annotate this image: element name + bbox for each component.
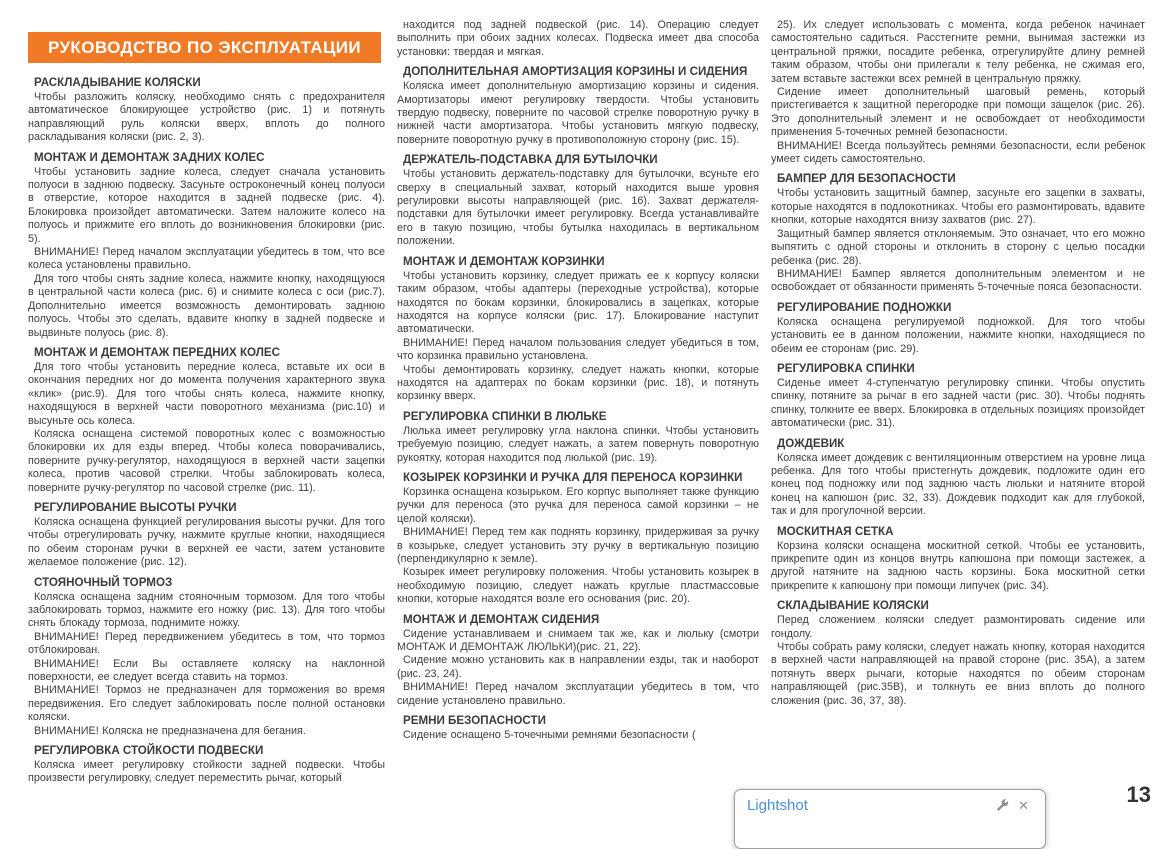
paragraph: Коляска оснащена функцией регулирования высоты ручки. Для того чтобы отрегулировать ручку, нажмите круглые кнопки, находящиеся по обеим сторонам ручки в верхней ее части, затем установите желаемое положение (рис. 12). (28, 515, 385, 569)
section-heading: МОНТАЖ И ДЕМОНТАЖ ПЕРЕДНИХ КОЛЕС (34, 345, 280, 359)
paragraph: Коляска оснащена задним стояночным тормозом. Для того чтобы заблокировать тормоз, нажмите его ножку (рис. 13). Для того чтобы снять блокаду тормоза, поднимите ножку. (28, 590, 385, 630)
paragraph: ВНИМАНИЕ! Перед тем как поднять корзинку, придерживая за ручку в козырьке, следует установить эту ручку в вертикальную позицию (перпендикулярно к земле). (397, 526, 759, 565)
paragraph: ВНИМАНИЕ! Перед началом пользования следует убедиться в том, что корзинка правильно установлена. (397, 336, 759, 363)
section-heading: РЕГУЛИРОВКА СПИНКИ В ЛЮЛЬКЕ (403, 409, 607, 423)
paragraph: Чтобы собрать раму коляски, следует нажать кнопку, которая находится в верхней части направляющей на правой стороне (рис. 35А), а затем потянуть вверх рычаги, которые находятся по обеим сторонам направляющей (рис.35В), и толкнуть ее вниз вплоть до полного сложения (рис. 36, 37, 38). (771, 641, 1145, 707)
paragraph: Чтобы установить защитный бампер, засуньте его зацепки в захваты, которые находятся в подлокотниках. Чтобы его размонтировать, вдавите кнопки, которые находятся внизу захватов (рис. 27). (771, 187, 1145, 227)
section-heading: МОНТАЖ И ДЕМОНТАЖ СИДЕНИЯ (403, 612, 600, 626)
section-heading: БАМПЕР ДЛЯ БЕЗОПАСНОСТИ (777, 172, 956, 186)
paragraph: Чтобы установить держатель-подставку для бутылочки, всуньте его сверху в специальный захват, который находится выше уровня регулировки высоты направляющей (рис. 16). Захват держателя-подставки для бутылочки имеет регулировку. Всегда устанавливайте его в такую позицию, чтобы бутылка находилась в вертикальном положении. (397, 168, 759, 248)
section-heading: СТОЯНОЧНЫЙ ТОРМОЗ (34, 575, 173, 589)
paragraph: Перед сложением коляски следует размонтировать сидение или гондолу. (771, 614, 1145, 640)
column-3 (771, 19, 1145, 708)
section-heading: ДОПОЛНИТЕЛЬНАЯ АМОРТИЗАЦИЯ КОРЗИНЫ И СИДЕНИЯ (403, 65, 748, 79)
section-heading: РАСКЛАДЫВАНИЕ КОЛЯСКИ (34, 76, 201, 89)
manual-title: РУКОВОДСТВО ПО ЭКСПЛУАТАЦИИ (47, 37, 362, 57)
paragraph: Сидение устанавливаем и снимаем так же, как и люльку (смотри МОНТАЖ И ДЕМОНТАЖ ЛЮЛЬКИ)(рис. 21, 22). (397, 627, 759, 654)
paragraph: находится под задней подвеской (рис. 14). Операцию следует выполнить при обоих задних колесах. Подвеска имеет два способа установки: твердая и мягкая. (397, 19, 759, 58)
section-heading: МОНТАЖ И ДЕМОНТАЖ ЗАДНИХ КОЛЕС (34, 150, 265, 164)
section-heading: СКЛАДЫВАНИЕ КОЛЯСКИ (777, 599, 929, 613)
paragraph: Чтобы установить корзинку, следует прижать ее к корпусу коляски таким образом, чтобы адаптеры (переходные устройства), которые находятся по бокам корзинки, блокировались в зацепках, которые находятся на корпусе коляски (рис. 17). Блокирование наступит автоматически. (397, 269, 759, 336)
paragraph: Корзинка оснащена козырьком. Его корпус выполняет также функцию ручки для переноса (это ручка для переноса самой корзинки – не целой коляски). (397, 485, 759, 525)
section-heading: РЕГУЛИРОВКА СТОЙКОСТИ ПОДВЕСКИ (34, 744, 264, 758)
paragraph: Чтобы демонтировать корзинку, следует нажать кнопки, которые находятся на адаптерах по бокам корзинки (рис. 18), и потянуть корзинку вверх. (397, 363, 759, 403)
paragraph: Люлька имеет регулировку угла наклона спинки. Чтобы установить требуемую позицию, следует нажать, а затем повернуть поворотную рукоятку, которая находится под люлькой (рис. 19). (397, 424, 759, 464)
section-heading: МОСКИТНАЯ СЕТКА (777, 524, 894, 538)
paragraph: ВНИМАНИЕ! Перед началом эксплуатации убедитесь в том, что все колеса установлены правильно. (28, 246, 385, 272)
paragraph: Сиденье имеет 4-ступенчатую регулировку спинки. Чтобы опустить спинку, потяните за рычаг в его задней части (рис. 30). Чтобы поднять спинку, толкните ее вверх. Блокировка в отдельных позициях произойдет автоматически (рис. 31). (771, 376, 1145, 430)
paragraph: Для того чтобы установить передние колеса, вставьте их оси в окончания передних ног до момента получения характерного звука «клик» (рис.9). Для того чтобы снять колеса, нажмите кнопку, находящуюся в верхней части поворотного механизма (рис.10) и высуньте ось колеса. (28, 360, 385, 427)
paragraph: ВНИМАНИЕ! Тормоз не предназначен для торможения во время передвижения. Его следует заблокировать после полной остановки коляски. (28, 684, 385, 724)
paragraph: Чтобы установить задние колеса, следует сначала установить полуоси в заднюю подвеску. Засуньте остроконечный конец полуоси в отверстие, которое находится в задней подвеске (рис. 4). Блокировка произойдет автоматически. Затем наложите колесо на полуось и прижмите его вплоть до возникновения блокировки (рис. 5). (28, 165, 385, 245)
paragraph: Сидение оснащено 5-точечными ремнями безопасности ( (403, 729, 696, 742)
paragraph: Защитный бампер является отклоняемым. Это означает, что его можно выпятить с одной стороны и отклонить в сторону с целью посадки ребенка (рис. 28). (771, 227, 1145, 267)
paragraph: ВНИМАНИЕ! Если Вы оставляете коляску на наклонной поверхности, ее следует всегда ставить на тормоз. (28, 657, 385, 684)
paragraph: Козырек имеет регулировку положения. Чтобы установить козырек в необходимую позицию, следует нажать круглые пластмассовые кнопки, которые находятся возле его основания (рис. 20). (397, 566, 759, 606)
close-icon[interactable]: ✕ (1018, 798, 1029, 813)
paragraph: ВНИМАНИЕ! Коляска не предназначена для бегания. (34, 724, 306, 737)
section-heading: РЕГУЛИРОВКА СПИНКИ (777, 361, 915, 375)
paragraph: Коляска имеет дождевик с вентиляционным отверстием на уровне лица ребенка. Для того чтобы пристегнуть дождевик, подложите один его конец под подножку или под заднюю часть люльки и натяните второй конец на капюшон (рис. 32, 33). Дождевик подходит как для глубокой, так и для прогулочной версии. (771, 451, 1145, 518)
column-2 (397, 19, 759, 742)
section-heading: ДЕРЖАТЕЛЬ-ПОДСТАВКА ДЛЯ БУТЫЛОЧКИ (403, 153, 658, 167)
page-number: 13 (1126, 782, 1151, 807)
column-1 (28, 19, 385, 786)
paragraph: ВНИМАНИЕ! Бампер является дополнительным элементом и не освобождает от обязанности применять 5-точечные пояса безопасности. (771, 267, 1145, 294)
paragraph: Сидение можно установить как в направлении езды, так и наоборот (рис. 23, 24). (397, 654, 759, 680)
lightshot-popup[interactable] (734, 789, 1046, 849)
paragraph: Чтобы разложить коляску, необходимо снять с предохранителя автоматическое блокирующее устройство (рис. 1) и потянуть направляющий руль коляски вверх, вплоть до полного раскладывания коляски (рис. 2, 3). (28, 91, 385, 144)
section-heading: КОЗЫРЕК КОРЗИНКИ И РУЧКА ДЛЯ ПЕРЕНОСА КОРЗИНКИ (403, 470, 743, 484)
paragraph: ВНИМАНИЕ! Перед передвижением убедитесь в том, что тормоз отблокирован. (28, 630, 385, 657)
paragraph: Коляска оснащена системой поворотных колес с возможностью блокировки их для езды вперед. Чтобы колеса поворачивались, поверните ручку-регулятор, находящуюся в верхней части зацепки колеса, против часовой стрелки. Чтобы заблокировать колеса, поверните ручку-регулятор по часовой стрелке (рис. 11). (28, 427, 385, 494)
paragraph: Для того чтобы снять задние колеса, нажмите кнопку, находящуюся в центральной части колеса (рис. 6) и снимите колеса с оси (рис.7). Дополнительно имеется возможность демонтировать заднюю полуось. Чтобы это сделать, вдавите кнопку в задней подвеске и выдвиньте полуось (рис. 8). (28, 272, 385, 339)
paragraph: Коляска имеет дополнительную амортизацию корзины и сидения. Амортизаторы имеют регулировку твердости. Чтобы установить твердую подвеску, поверните по часовой стрелке поворотную ручку в нижней части амортизатора. Чтобы установить мягкую подвеску, поверните поворотную ручку в противоположную сторону (рис. 15). (397, 80, 759, 146)
manual-title-banner (28, 32, 381, 63)
paragraph: Коляска оснащена регулируемой подножкой. Для того чтобы установить ее в данном положении, нажмите кнопки, находящиеся по обеим ее сторонам (рис. 29). (771, 315, 1145, 355)
paragraph: Коляска имеет регулировку стойкости задней подвески. Чтобы произвести регулировку, следует переместить рычаг, который (28, 759, 385, 785)
lightshot-app-name: Lightshot (747, 797, 808, 814)
paragraph: 25). Их следует использовать с момента, когда ребенок начинает самостоятельно садиться. Расстегните ремни, вынимая застежки из центральной пряжки, посадите ребенка, отрегулируйте длину ремней таким образом, чтобы они прилегали к телу ребенка, не сжимая его, затем вставьте застежки всех ремней в центральную пряжку. (771, 19, 1145, 85)
section-heading: РЕГУЛИРОВАНИЕ ПОДНОЖКИ (777, 300, 952, 314)
paragraph: ВНИМАНИЕ! Перед началом эксплуатации убедитесь в том, что сидение установлено правильно. (397, 681, 759, 707)
section-heading: ДОЖДЕВИК (777, 436, 845, 450)
section-heading: МОНТАЖ И ДЕМОНТАЖ КОРЗИНКИ (403, 254, 605, 268)
section-heading: РЕМНИ БЕЗОПАСНОСТИ (403, 714, 546, 728)
wrench-icon[interactable] (996, 799, 1009, 812)
section-heading: РЕГУЛИРОВАНИЕ ВЫСОТЫ РУЧКИ (34, 500, 237, 514)
paragraph: Сидение имеет дополнительный шаговый ремень, который пристегивается к защитной перегородке при помощи защелок (рис. 26). Это дополнительный элемент и не освобождает от необходимости применения 5-точечных ремней безопасности. (771, 86, 1145, 139)
paragraph: ВНИМАНИЕ! Всегда пользуйтесь ремнями безопасности, если ребенок умеет сидеть самостоятельно. (771, 139, 1145, 166)
paragraph: Корзина коляски оснащена москитной сеткой. Чтобы ее установить, прикрепите один из концов внутрь капюшона при помощи застежек, а другой натяните на заднюю часть корзины. Бока москитной сетки прикрепите к капюшону при помощи липучек (рис. 34). (771, 539, 1145, 592)
